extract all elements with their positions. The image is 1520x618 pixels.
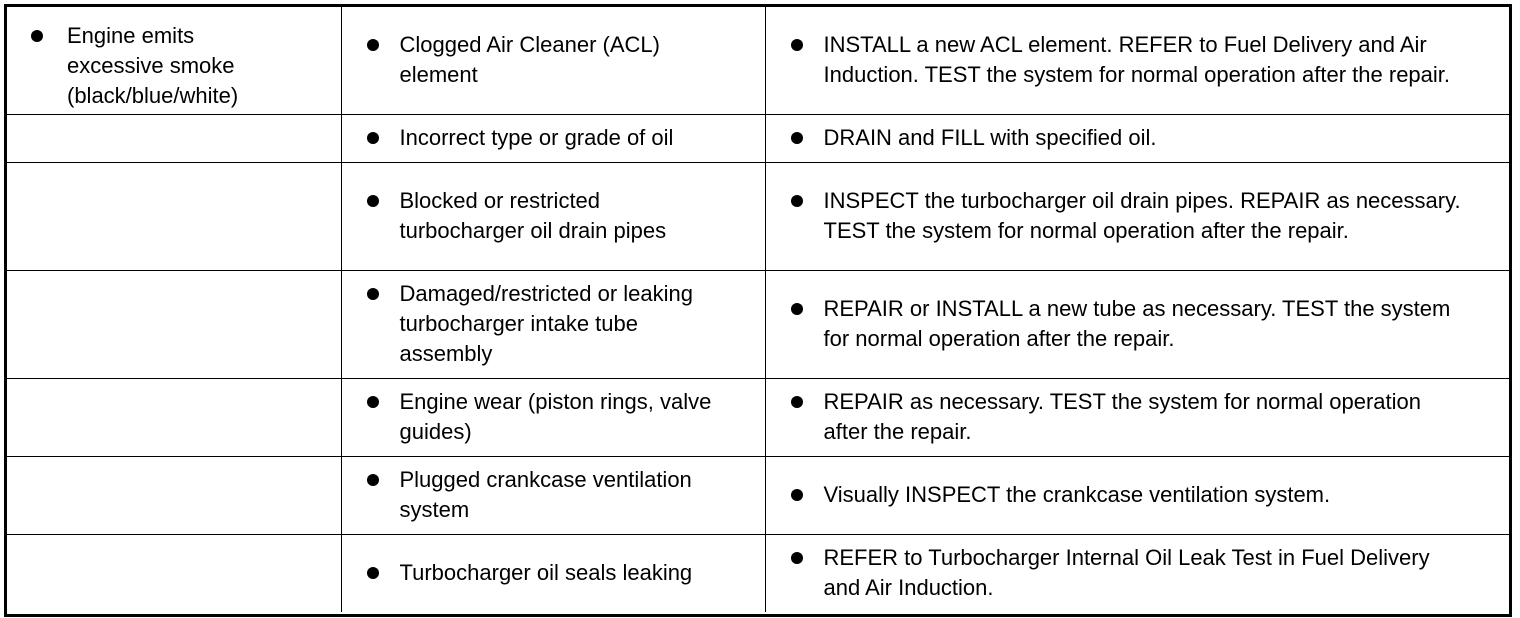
cause-text: Turbocharger oil seals leaking <box>399 560 693 586</box>
table-row <box>7 162 1509 270</box>
cause-cell <box>341 162 765 270</box>
symptom-cell-empty <box>7 270 341 378</box>
action-cell <box>765 378 1509 456</box>
action-text: Visually INSPECT the crankcase ventilation system. <box>823 482 1331 507</box>
diagnostic-table <box>7 7 1509 612</box>
action-text: DRAIN and FILL with specified oil. <box>823 125 1157 150</box>
action-text: REPAIR as necessary. TEST the system for normal operation after the repair. <box>823 389 1422 444</box>
symptom-cell-empty <box>7 114 341 162</box>
diagnostic-table-frame <box>4 4 1512 617</box>
symptom-cell <box>7 7 341 114</box>
bullet-icon <box>367 567 379 579</box>
bullet-icon <box>791 552 803 564</box>
cause-text: Engine wear (piston rings, valve guides) <box>399 389 712 444</box>
bullet-icon <box>791 489 803 501</box>
symptom-cell-empty <box>7 162 341 270</box>
table-row <box>7 378 1509 456</box>
action-cell <box>765 162 1509 270</box>
bullet-icon <box>791 396 803 408</box>
bullet-icon <box>791 39 803 51</box>
cause-text: Blocked or restricted turbocharger oil drain pipes <box>399 188 667 243</box>
table-row <box>7 114 1509 162</box>
cause-text: Incorrect type or grade of oil <box>399 125 674 150</box>
symptom-cell-empty <box>7 456 341 534</box>
bullet-icon <box>367 474 379 486</box>
cause-cell <box>341 270 765 378</box>
symptom-text: Engine emits excessive smoke (black/blue/white) <box>67 23 239 108</box>
cause-text: Clogged Air Cleaner (ACL) element <box>399 32 660 88</box>
action-cell <box>765 534 1509 612</box>
bullet-icon <box>367 288 379 300</box>
bullet-icon <box>367 132 379 144</box>
bullet-icon <box>367 396 379 408</box>
bullet-icon <box>791 303 803 315</box>
bullet-icon <box>367 39 379 51</box>
action-text: INSPECT the turbocharger oil drain pipes. REPAIR as necessary. TEST the system for normal operation after the repair. <box>823 188 1461 243</box>
bullet-icon <box>791 195 803 207</box>
cause-text: Plugged crankcase ventilation system <box>399 467 692 522</box>
action-text: INSTALL a new ACL element. REFER to Fuel Delivery and Air Induction. TEST the system for normal operation after the repair. <box>823 32 1451 88</box>
cause-cell <box>341 378 765 456</box>
table-row <box>7 7 1509 114</box>
cause-cell <box>341 114 765 162</box>
bullet-icon <box>31 30 43 42</box>
action-cell <box>765 7 1509 114</box>
cause-cell <box>341 456 765 534</box>
bullet-icon <box>367 195 379 207</box>
action-text: REFER to Turbocharger Internal Oil Leak Test in Fuel Delivery and Air Induction. <box>823 545 1430 601</box>
cause-cell <box>341 534 765 612</box>
table-row <box>7 534 1509 612</box>
symptom-cell-empty <box>7 534 341 612</box>
action-cell <box>765 270 1509 378</box>
table-row <box>7 456 1509 534</box>
symptom-cell-empty <box>7 378 341 456</box>
action-cell <box>765 456 1509 534</box>
action-cell <box>765 114 1509 162</box>
cause-text: Damaged/restricted or leaking turbocharger intake tube assembly <box>399 281 693 366</box>
bullet-icon <box>791 132 803 144</box>
table-row <box>7 270 1509 378</box>
cause-cell <box>341 7 765 114</box>
action-text: REPAIR or INSTALL a new tube as necessary. TEST the system for normal operation after the repair. <box>823 296 1451 351</box>
